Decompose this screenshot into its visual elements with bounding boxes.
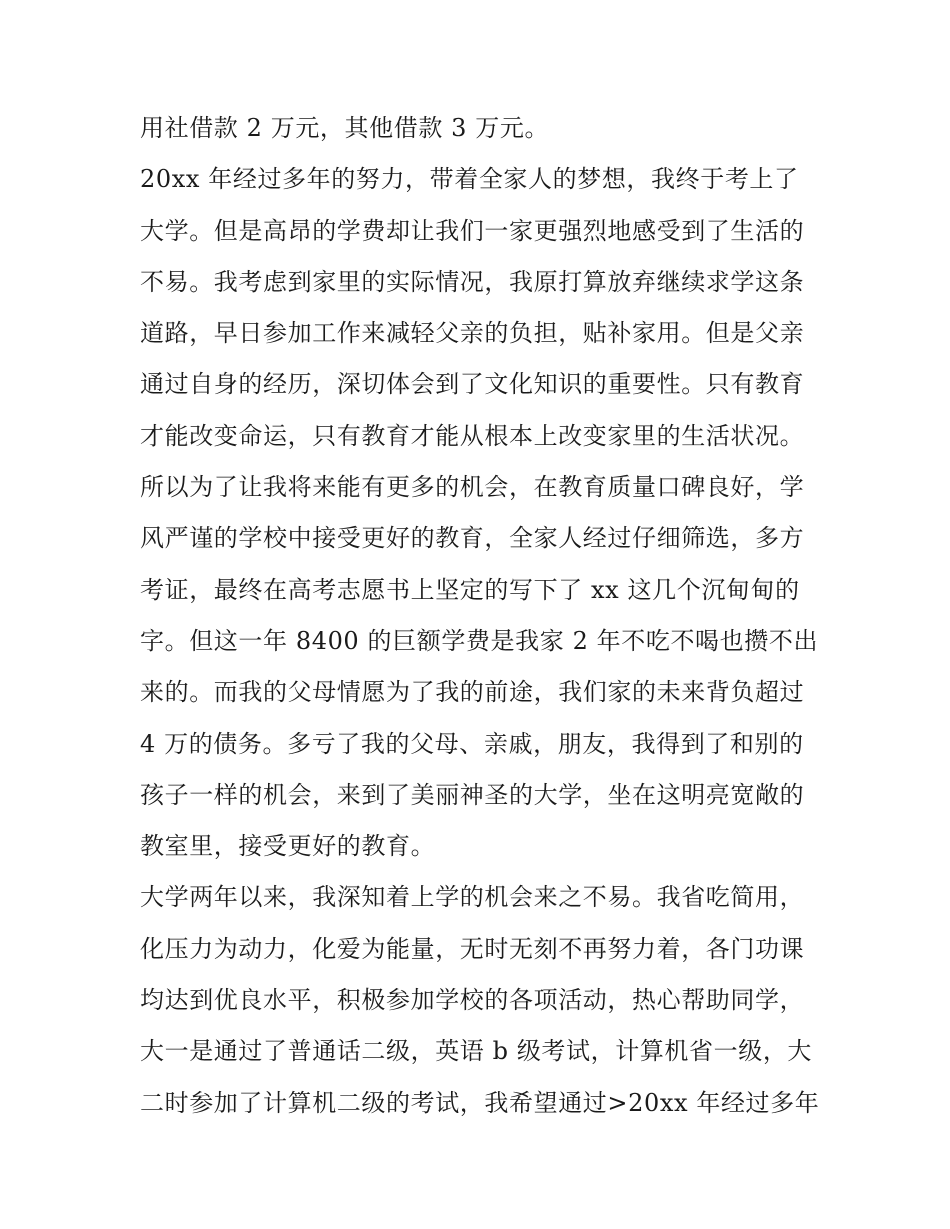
text-line: 20xx 年经过多年的努力，带着全家人的梦想，我终于考上了 <box>140 165 799 194</box>
text-line: 教室里，接受更好的教育。 <box>140 832 436 861</box>
text-line: 不易。我考虑到家里的实际情况，我原打算放弃继续求学这条 <box>140 267 805 296</box>
text-line: 来的。而我的父母情愿为了我的前途，我们家的未来背负超过 <box>140 678 805 707</box>
text-line: 道路，早日参加工作来减轻父亲的负担，贴补家用。但是父亲 <box>140 319 805 348</box>
body-text <box>140 103 830 1129</box>
text-line: 通过自身的经历，深切体会到了文化知识的重要性。只有教育 <box>140 370 805 399</box>
text-line: 孩子一样的机会，来到了美丽神圣的大学，坐在这明亮宽敞的 <box>140 780 805 809</box>
text-line: 才能改变命运，只有教育才能从根本上改变家里的生活状况。 <box>140 421 805 450</box>
text-line: 化压力为动力，化爱为能量，无时无刻不再努力着，各门功课 <box>140 934 805 963</box>
text-line: 大一是通过了普通话二级，英语 b 级考试，计算机省一级，大 <box>140 1037 813 1066</box>
text-line: 二时参加了计算机二级的考试，我希望通过>20xx 年经过多年 <box>140 1088 820 1117</box>
text-line: 4 万的债务。多亏了我的父母、亲戚，朋友，我得到了和别的 <box>140 729 804 758</box>
text-line: 字。但这一年 8400 的巨额学费是我家 2 年不吃不喝也攒不出 <box>140 626 819 655</box>
text-line: 大学。但是高昂的学费却让我们一家更强烈地感受到了生活的 <box>140 216 805 245</box>
text-line: 风严谨的学校中接受更好的教育，全家人经过仔细筛选，多方 <box>140 524 805 553</box>
text-line: 所以为了让我将来能有更多的机会，在教育质量口碑良好，学 <box>140 473 805 502</box>
text-line: 用社借款 2 万元，其他借款 3 万元。 <box>140 114 550 142</box>
text-line: 考证，最终在高考志愿书上坚定的写下了 xx 这几个沉甸甸的 <box>140 575 800 604</box>
text-line: 均达到优良水平，积极参加学校的各项活动，热心帮助同学， <box>140 986 805 1015</box>
text-line: 大学两年以来，我深知着上学的机会来之不易。我省吃简用， <box>140 883 805 912</box>
